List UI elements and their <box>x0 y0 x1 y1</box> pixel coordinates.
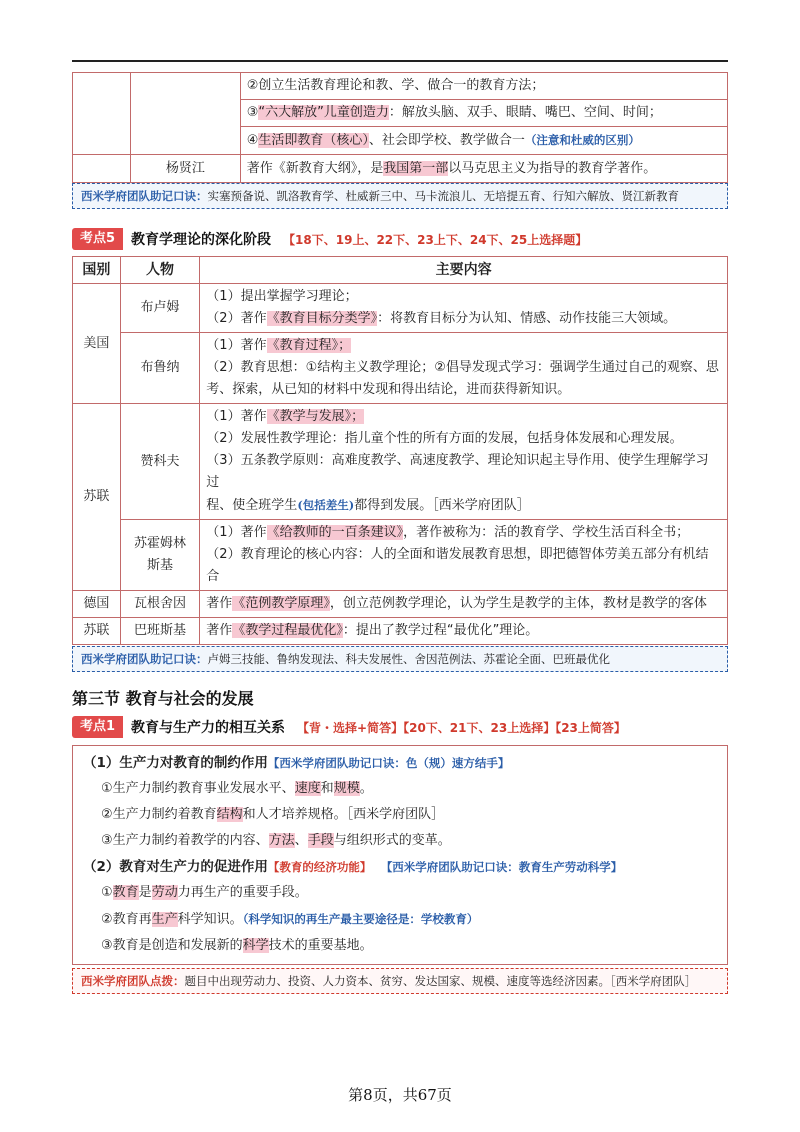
person-cell: 瓦根舍因 <box>120 591 200 618</box>
subheading: （1）生产力对教育的制约作用【西米学府团队助记口诀：色（规）速方结手】 <box>83 755 510 771</box>
person-cell: 布鲁纳 <box>120 333 200 404</box>
content-cell: （1）著作《教学与发展》； （2）发展性教学理论：指儿童个性的所有方面的发展，包括身体发展和心理发展。 （3）五条教学原则：高难度教学、高速度教学、理论知识起主导作用、使学生理解学习过 程、使全班学生(包括差生)都得到发展。［西米学府团队］ <box>200 404 728 520</box>
content-cell: 著作《新教育大纲》，是我国第一部以马克思主义为指导的教育学著作。 <box>240 155 727 183</box>
content-cell: ④生活即教育（核心）、社会即学校、教学做合一（注意和杜威的区别） <box>240 127 727 155</box>
person-cell: 杨贤江 <box>130 155 240 183</box>
kaodian-tag: 考点5 <box>72 228 123 250</box>
kaodian-5-heading <box>72 228 587 250</box>
kaodian-title: 教育与生产力的相互关系 <box>131 720 286 736</box>
content-cell: 著作《教学过程最优化》：提出了教学过程“最优化”理论。 <box>200 618 728 645</box>
kaodian-tag: 考点1 <box>72 716 123 738</box>
content-box <box>72 745 728 965</box>
tip-box: 西米学府团队点拨：题目中出现劳动力、投资、人力资本、贫穷、发达国家、规模、速度等选经济因素。［西米学府团队］ <box>72 968 728 994</box>
page-footer: 第8页，共67页 <box>348 1086 452 1104</box>
header-country: 国别 <box>73 257 121 284</box>
table-row <box>73 73 728 100</box>
table-header-row <box>73 257 728 284</box>
table-row <box>73 520 728 591</box>
kaodian-1-heading <box>72 716 626 738</box>
person-cell: 布卢姆 <box>120 284 200 333</box>
content-cell: （1）著作《给教师的一百条建议》，著作被称为：活的教育学、学校生活百科全书； （2）教育理论的核心内容：人的全面和谐发展教育思想，即把德智体劳美五部分有机结合 <box>200 520 728 591</box>
table-row <box>73 404 728 520</box>
person-cell: 巴班斯基 <box>120 618 200 645</box>
list-item: ③教育是创造和发展新的科学技术的重要基地。 <box>101 938 373 953</box>
header-person: 人物 <box>120 257 200 284</box>
content-cell: ②创立生活教育理论和教、学、做合一的教育方法； <box>240 73 727 100</box>
content-cell: （1）著作《教育过程》； （2）教育思想：①结构主义教学理论；②倡导发现式学习：强调学生通过自己的观察、思 考、探索，从已知的材料中发现和得出结论，进而获得新知识。 <box>200 333 728 404</box>
person-cell: 赞科夫 <box>120 404 200 520</box>
country-cell: 苏联 <box>73 404 121 591</box>
country-cell: 美国 <box>73 284 121 404</box>
header-content: 主要内容 <box>200 257 728 284</box>
top-rule <box>72 60 728 62</box>
exam-info: 【18下、19上、22下、23上下、24下、25上选择题】 <box>283 232 588 247</box>
list-item: ③生产力制约着教学的内容、方法、手段与组织形式的变革。 <box>101 833 451 848</box>
table-row <box>73 284 728 333</box>
table-row <box>73 155 728 183</box>
content-cell: ③“六大解放”儿童创造力：解放头脑、双手、眼睛、嘴巴、空间、时间； <box>240 100 727 127</box>
table-continuation <box>72 72 728 183</box>
theory-table <box>72 256 728 645</box>
exam-info: 【背・选择+简答】【20下、21下、23上选择】【23上简答】 <box>297 720 626 735</box>
table-row <box>73 333 728 404</box>
country-cell: 苏联 <box>73 618 121 645</box>
list-item: ②生产力制约着教育结构和人才培养规格。［西米学府团队］ <box>101 807 445 822</box>
mnemonic-box: 西米学府团队助记口诀：卢姆三技能、鲁纳发现法、科夫发展性、舍因范例法、苏霍论全面、巴班最优化 <box>72 646 728 672</box>
content-cell: 著作《范例教学原理》，创立范例教学理论，认为学生是教学的主体，教材是教学的客体 <box>200 591 728 618</box>
mnemonic-box: 西米学府团队助记口诀：实塞预备说、凯洛教育学、杜威新三中、马卡流浪儿、无培提五育、行知六解放、贤江新教育 <box>72 183 728 209</box>
person-cell: 苏霍姆林 斯基 <box>120 520 200 591</box>
content-cell: （1）提出掌握学习理论； （2）著作《教育目标分类学》：将教育目标分为认知、情感、动作技能三大领域。 <box>200 284 728 333</box>
country-cell: 德国 <box>73 591 121 618</box>
subheading: （2）教育对生产力的促进作用【教育的经济功能】 【西米学府团队助记口诀：教育生产劳动科学】 <box>83 859 623 875</box>
list-item: ①教育是劳动力再生产的重要手段。 <box>101 885 308 900</box>
section-title: 第三节 教育与社会的发展 <box>72 689 254 708</box>
list-item: ①生产力制约教育事业发展水平、速度和规模。 <box>101 781 373 796</box>
table-row <box>73 618 728 645</box>
table-row <box>73 591 728 618</box>
kaodian-title: 教育学理论的深化阶段 <box>131 232 272 248</box>
list-item: ②教育再生产科学知识。（科学知识的再生产最主要途径是：学校教育） <box>101 912 479 927</box>
